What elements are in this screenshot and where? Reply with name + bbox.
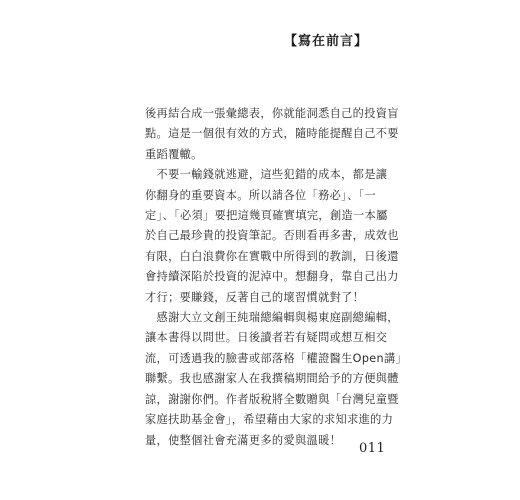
paragraph	[145, 308, 408, 451]
paragraph	[145, 104, 399, 165]
text-line: 才行；要賺錢，反著自己的壞習慣就對了！	[145, 290, 365, 304]
text-line: 感謝大立文創王純瑞總編輯與楊東庭副總編輯，	[145, 311, 399, 325]
text-line: 量，使整個社會充滿更多的愛與溫暖！	[145, 433, 342, 447]
text-line: 定」、「必須」要把這幾頁確實填完，創造一本屬	[145, 209, 388, 223]
text-line: 點。這是一個很有效的方式，隨時能提醒自己不要	[145, 127, 399, 141]
text-line: 後再結合成一張彙總表，你就能洞悉自己的投資盲	[145, 107, 399, 120]
text-line: 讓本書得以問世。日後讀者若有疑問或想互相交	[145, 331, 388, 345]
text-line: 你翻身的重要資本。所以請各位「務必」、「一	[145, 188, 377, 202]
text-line: 於自己最珍貴的投資筆記。否則看再多書，成效也	[145, 229, 399, 243]
text-line: 重蹈覆轍。	[145, 147, 203, 161]
text-line: 聯繫。我也感謝家人在我撰稿期間給予的方便與體	[145, 372, 399, 386]
text-line: 流，可透過我的臉書或部落格「權證醫生Open講」	[145, 351, 408, 365]
text-line: 家庭扶助基金會」，希望藉由大家的求知求進的力	[145, 413, 394, 427]
page-number: 011	[359, 441, 386, 456]
text-line: 有限，白白浪費你在實戰中所得到的教訓，日後還	[145, 249, 399, 263]
section-title: 【寫在前言】	[283, 34, 368, 49]
text-line: 會持續深陷於投資的泥淖中。想翻身，靠自己出力	[145, 270, 399, 284]
paragraph	[145, 165, 399, 308]
body-text	[145, 104, 408, 451]
text-line: 不要一輸錢就逃避，這些犯錯的成本，都是讓	[145, 168, 388, 182]
text-line: 諒，謝謝你們。作者版稅將全數贈與「台灣兒童暨	[145, 392, 399, 406]
